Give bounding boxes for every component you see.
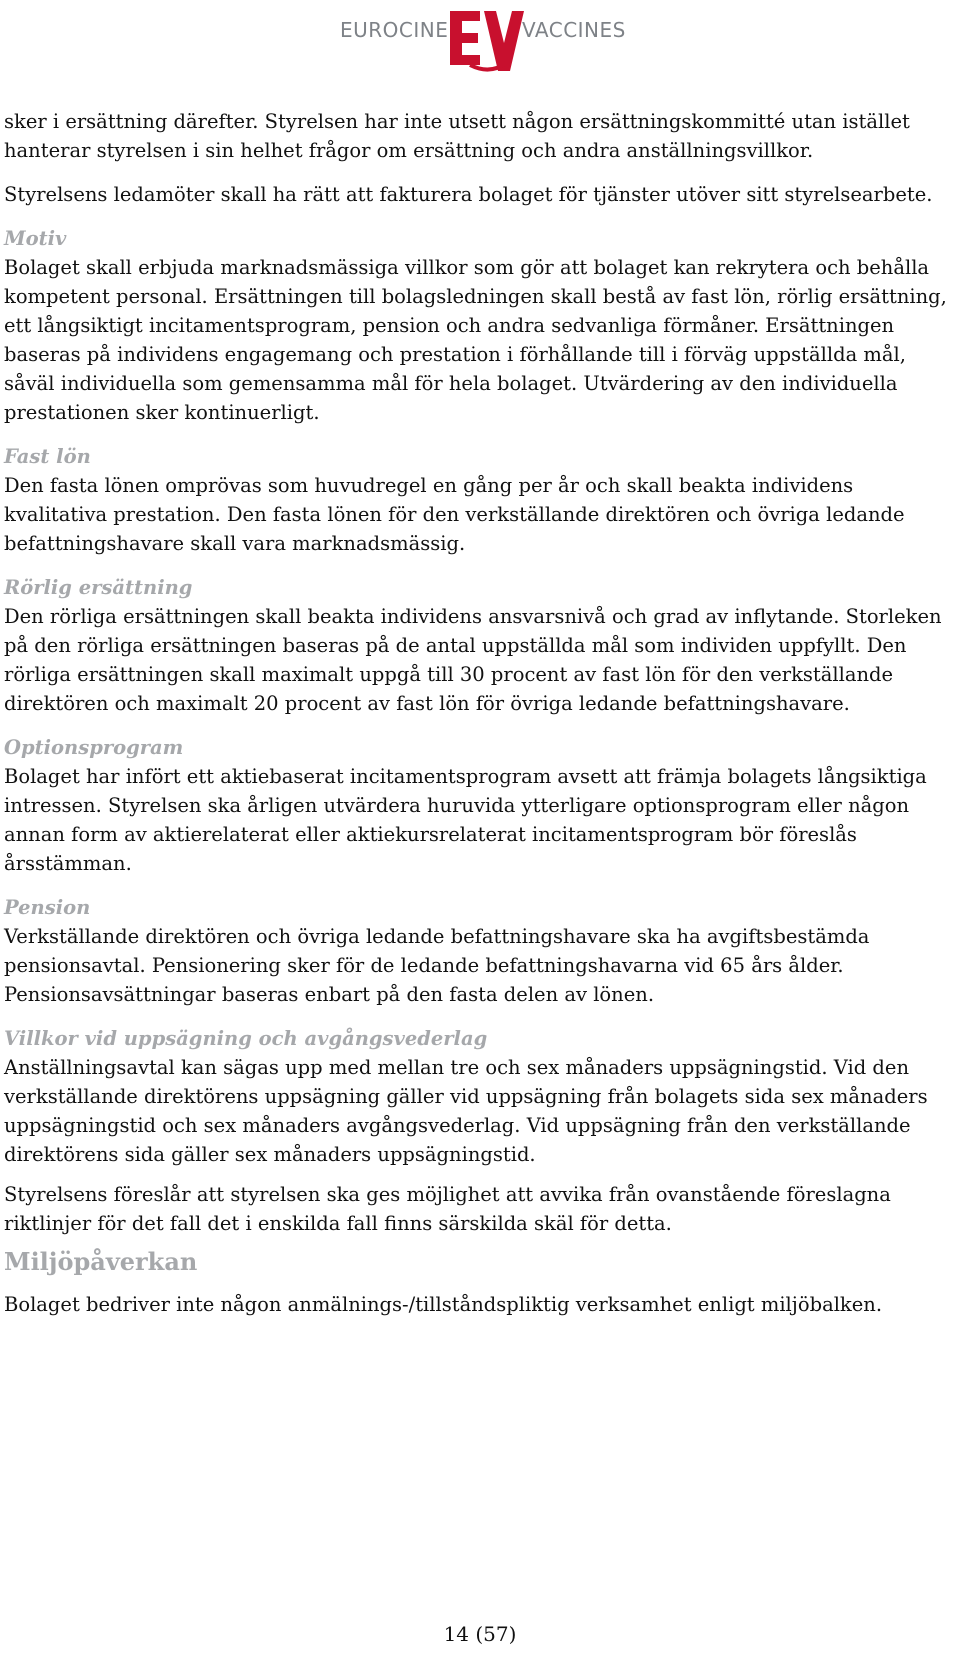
miljo-text: Bolaget bedriver inte någon anmälnings-/tillståndspliktig verksamhet enligt miljöbalken.: [4, 1293, 883, 1316]
heading-miljopaverkan: Miljöpåverkan: [4, 1247, 198, 1276]
section-text-fast-lon: Den fasta lönen omprövas som huvudregel en gång per år och skall beakta individens kvalitativa prestation. Den fasta lönen för den verkställande direktören och övriga ledande befattningshavare skall vara marknadsmässig.: [4, 474, 905, 555]
section-title-villkor: Villkor vid uppsägning och avgångsvederlag: [4, 1027, 488, 1050]
page-header: [0, 0, 960, 80]
section-rorlig: [4, 573, 956, 718]
section-title-options: Optionsprogram: [4, 736, 184, 759]
document-body: [4, 107, 956, 1334]
styrelse-note: Styrelsens föreslår att styrelsen ska ges möjlighet att avvika från ovanstående föreslagna riktlinjer för det fall det i enskilda fall finns särskilda skäl för detta.: [4, 1183, 891, 1235]
section-text-villkor: Anställningsavtal kan sägas upp med mellan tre och sex månaders uppsägningstid. Vid den verkställande direktörens uppsägning gäller vid uppsägning från bolagets sida sex månaders uppsägningstid och sex månaders avgångsvederlag. Vid uppsägning från den verkställande direktörens sida gäller sex månaders uppsägningstid.: [4, 1056, 928, 1166]
section-pension: [4, 893, 956, 1009]
section-title-rorlig: Rörlig ersättning: [4, 576, 193, 599]
section-text-options: Bolaget har infört ett aktiebaserat incitamentsprogram avsett att främja bolagets långsiktiga intressen. Styrelsen ska årligen utvärdera huruvida ytterligare optionsprogram eller någon annan form av aktierelaterat eller aktiekursrelaterat incitamentsprogram bör föreslås årsstämman.: [4, 765, 927, 875]
section-options: [4, 733, 956, 878]
intro-paragraph-2: Styrelsens ledamöter skall ha rätt att fakturera bolaget för tjänster utöver sitt styrelsearbete.: [4, 183, 933, 206]
section-text-pension: Verkställande direktören och övriga ledande befattningshavare ska ha avgiftsbestämda pensionsavtal. Pensionering sker för de ledande befattningshavarna vid 65 års ålder. Pensionsavsättningar baseras enbart på den fasta delen av lönen.: [4, 925, 870, 1006]
logo-text-eurocine: EUROCINE: [340, 18, 449, 42]
section-title-fast-lon: Fast lön: [4, 445, 91, 468]
section-text-rorlig: Den rörliga ersättningen skall beakta individens ansvarsnivå och grad av inflytande. Storleken på den rörliga ersättningen baseras på de antal uppställda mål som individen uppfyllt. Den rörliga ersättningen skall maximalt uppgå till 30 procent av fast lön för den verkställande direktören och maximalt 20 procent av fast lön för övriga ledande befattningshavare.: [4, 605, 942, 715]
section-title-pension: Pension: [4, 896, 91, 919]
page-number: 14 (57): [443, 1622, 517, 1646]
eurocine-vaccines-logo-icon: [440, 3, 524, 73]
section-title-motiv: Motiv: [4, 227, 67, 250]
section-motiv: [4, 224, 956, 427]
section-villkor: [4, 1024, 956, 1169]
intro-paragraph-1: sker i ersättning därefter. Styrelsen har inte utsett någon ersättningskommitté utan istället hanterar styrelsen i sin helhet frågor om ersättning och andra anställningsvillkor.: [4, 110, 910, 162]
section-fast-lon: [4, 442, 956, 558]
section-text-motiv: Bolaget skall erbjuda marknadsmässiga villkor som gör att bolaget kan rekrytera och behålla kompetent personal. Ersättningen till bolagsledningen skall bestå av fast lön, rörlig ersättning, ett långsiktigt incitamentsprogram, pension och andra sedvanliga förmåner. Ersättningen baseras på individens engagemang och prestation i förhållande till i förväg uppställda mål, såväl individuella som gemensamma mål för hela bolaget. Utvärdering av den individuella prestationen sker kontinuerligt.: [4, 256, 947, 424]
logo-text-vaccines: VACCINES: [522, 18, 626, 42]
